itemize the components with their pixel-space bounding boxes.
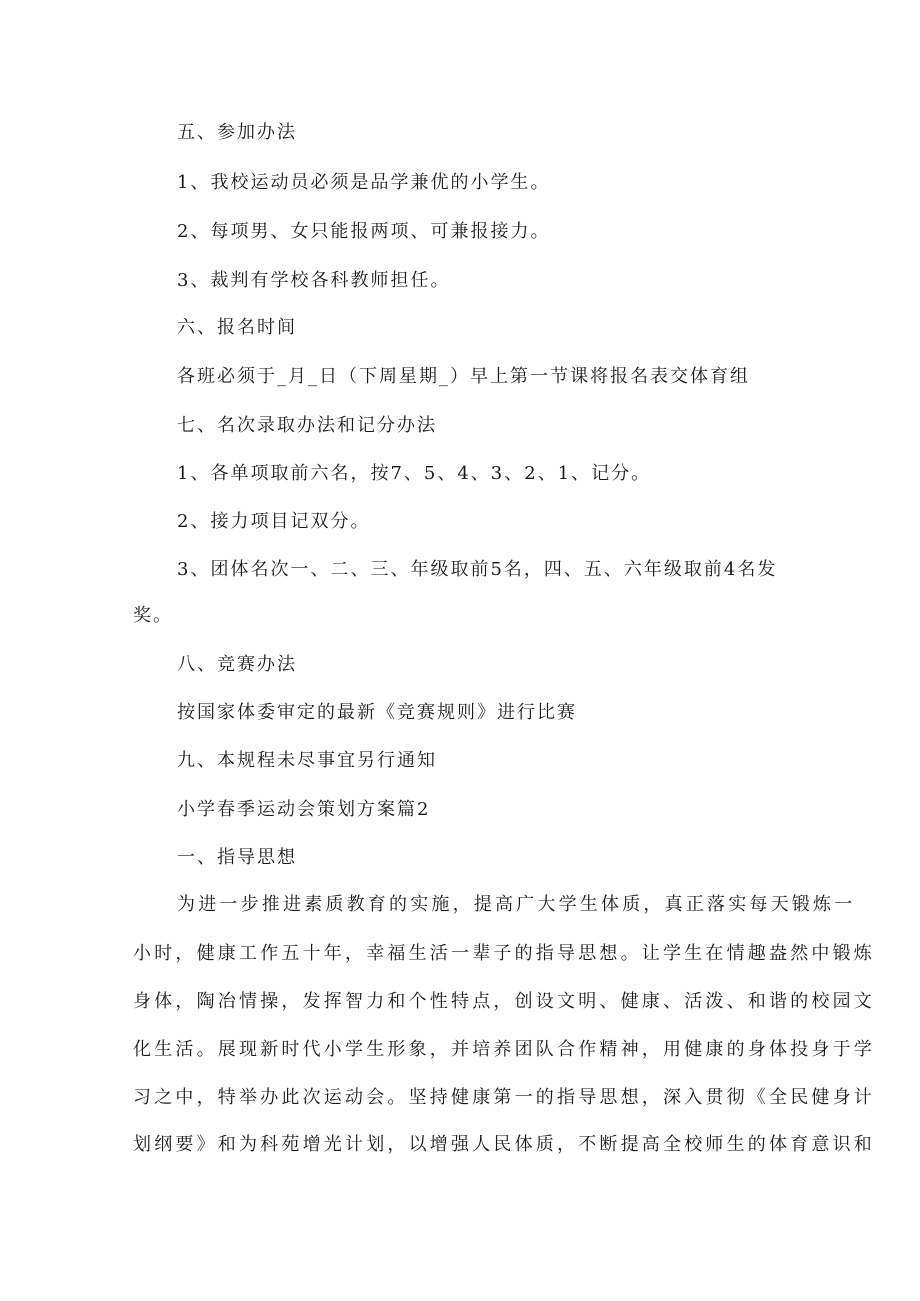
- article-title: 小学春季运动会策划方案篇2: [177, 799, 431, 820]
- paragraph-line: 1、我校运动员必须是品学兼优的小学生。: [177, 172, 551, 193]
- paragraph-line: 按国家体委审定的最新《竞赛规则》进行比赛: [177, 702, 577, 723]
- section-heading-8: 八、竞赛办法: [177, 654, 297, 675]
- paragraph-line: 习之中，特举办此次运动会。坚持健康第一的指导思想，深入贯彻《全民健身计: [133, 1087, 875, 1108]
- section-heading-9: 九、本规程未尽事宜另行通知: [177, 750, 437, 771]
- section-heading-1: 一、指导思想: [177, 847, 297, 868]
- paragraph-line: 3、裁判有学校各科教师担任。: [177, 270, 451, 291]
- paragraph-line: 身体，陶冶情操，发挥智力和个性特点，创设文明、健康、活泼、和谐的校园文: [133, 991, 875, 1012]
- paragraph-line: 2、每项男、女只能报两项、可兼报接力。: [177, 221, 551, 242]
- section-heading-6: 六、报名时间: [177, 317, 297, 338]
- paragraph-line: 奖。: [133, 605, 173, 626]
- paragraph-line: 2、接力项目记双分。: [177, 511, 371, 532]
- paragraph-line: 小时，健康工作五十年，幸福生活一辈子的指导思想。让学生在情趣盎然中锻炼: [133, 943, 875, 964]
- paragraph-line: 3、团体名次一、二、三、年级取前5名，四、五、六年级取前4名发: [177, 559, 778, 580]
- paragraph-line: 各班必须于_月_日（下周星期_）早上第一节课将报名表交体育组: [177, 366, 750, 387]
- paragraph-line: 1、各单项取前六名，按7、5、4、3、2、1、记分。: [177, 463, 652, 484]
- section-heading-5: 五、参加办法: [177, 122, 297, 143]
- paragraph-line: 划纲要》和为科苑增光计划，以增强人民体质，不断提高全校师生的体育意识和: [133, 1134, 875, 1155]
- paragraph-line: 为进一步推进素质教育的实施，提高广大学生体质，真正落实每天锻炼一: [177, 894, 856, 915]
- section-heading-7: 七、名次录取办法和记分办法: [177, 415, 437, 436]
- paragraph-line: 化生活。展现新时代小学生形象，并培养团队合作精神，用健康的身体投身于学: [133, 1039, 875, 1060]
